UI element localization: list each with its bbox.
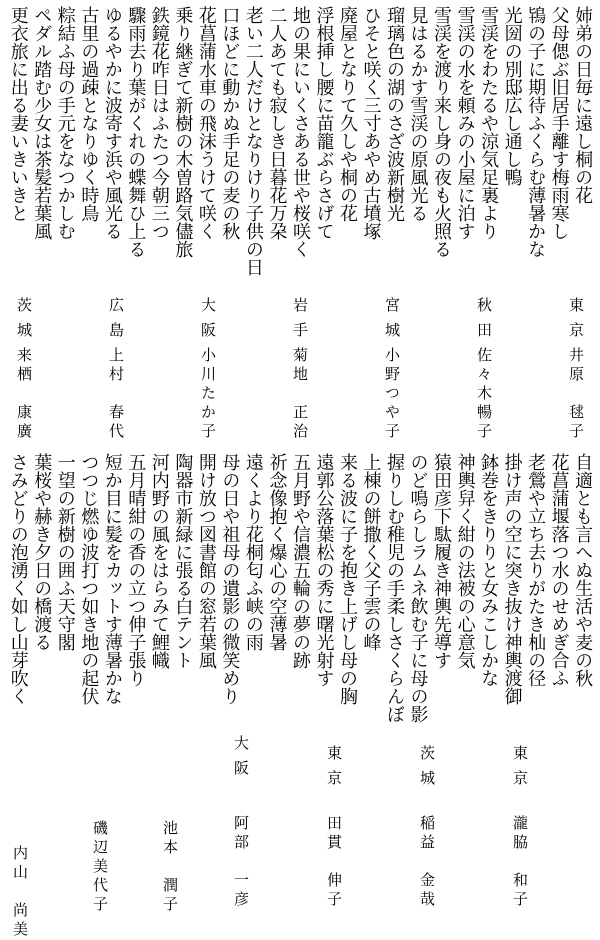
haiku-column: [335, 6, 359, 294]
haiku-text: 短か目に髪をカットす薄暑かな: [101, 453, 123, 705]
haiku-text: 花菖蒲水車の飛沫うけて咲く: [195, 6, 217, 240]
haiku-column: [570, 6, 594, 294]
haiku-column: [382, 6, 406, 294]
haiku-column: [429, 6, 453, 294]
haiku-text: 見はるかす雪渓の原風光る: [407, 6, 429, 222]
haiku-column: [147, 6, 171, 294]
author-prefecture: 東京: [567, 297, 585, 347]
author-prefecture: 大阪: [232, 735, 250, 785]
haiku-column: [124, 6, 148, 294]
haiku-text: 猿田彦下駄履き神輿先導す: [431, 453, 453, 669]
author-name: 田貫 伸子: [325, 815, 343, 910]
haiku-text: 地の果にいくさある世や桜咲く: [289, 6, 311, 258]
bottom-author-area: [0, 735, 600, 940]
haiku-text: 母の日や祖母の遺影の微笑めり: [219, 453, 241, 705]
haiku-text: 五月晴紺の香の立つ伸子張り: [125, 453, 147, 687]
haiku-text: 浮根挿し腰に苗籠ぶらさげて: [313, 6, 335, 240]
haiku-column: [265, 6, 289, 294]
haiku-text: 一望の新樹の囲ふ天守閣: [54, 453, 76, 651]
haiku-text: 鉄鏡花咋日はふたつ今朝三つ: [148, 6, 170, 240]
haiku-text: 自適とも言へぬ生活や麦の秋: [572, 453, 594, 687]
top-author-row: [0, 297, 600, 442]
haiku-text: 老い二人だけとなりけり子供の日: [242, 6, 264, 276]
author-name: 磯辺美代子: [91, 820, 109, 915]
haiku-text: 葉桜や赫き夕日の橋渡る: [31, 453, 53, 651]
author-credit: [320, 745, 348, 910]
haiku-column: [500, 6, 524, 294]
haiku-text: 口ほどに動かぬ手足の麦の秋: [219, 6, 241, 240]
haiku-text: 瑠璃色の湖のさざ波新樹光: [384, 6, 406, 222]
haiku-text: 祈念像抱く爆心の空薄暑: [266, 453, 288, 651]
haiku-text: 来る波に子を抱き上げし母の胸: [336, 453, 358, 705]
author-name: 瀧脇 和子: [511, 815, 529, 910]
author-credit: [156, 820, 184, 915]
haiku-column: [77, 6, 101, 294]
author-credit: [506, 745, 534, 910]
haiku-text: 乗り継ぎて新樹の木曽路気儘旅: [172, 6, 194, 258]
author-name: 小川たか子: [199, 347, 217, 442]
author-credit: [100, 297, 132, 442]
haiku-column: [100, 6, 124, 294]
haiku-text: 握りしむ稚児の手柔しさくらんぼ: [384, 453, 406, 723]
author-prefecture: 宮城: [383, 297, 401, 347]
haiku-text: 雪渓の水を頼みの小屋に泊す: [454, 6, 476, 240]
haiku-text: 雪渓を渡り来し身の夜も火照る: [431, 6, 453, 258]
haiku-text: 古里の過疎となりゆく時鳥: [78, 6, 100, 222]
haiku-text: 掛け声の空に突き抜け神輿渡御: [501, 453, 523, 705]
author-credit: [192, 297, 224, 442]
author-credit: [6, 845, 34, 940]
author-prefecture: 茨城: [15, 297, 33, 347]
haiku-text: 河内野の風をはらみて鯉幟: [148, 453, 170, 669]
haiku-column: [6, 6, 30, 294]
haiku-text: 驟雨去り葉がくれの蝶舞ひ上る: [125, 6, 147, 258]
author-name: 内山 尚美: [11, 845, 29, 940]
author-name: 池本 潤子: [161, 820, 179, 915]
haiku-text: 開け放つ図書館の窓若葉風: [195, 453, 217, 669]
haiku-column: [30, 6, 54, 294]
haiku-text: 鴇の子に期待ふくらむ薄暑かな: [525, 6, 547, 258]
haiku-text: さみどりの泡湧く如し山芽吹く: [7, 453, 29, 705]
haiku-text: 五月野や信濃五輪の夢の跡: [289, 453, 311, 669]
haiku-text: 廃屋となりて久しや桐の花: [336, 6, 358, 222]
haiku-text: のど鳴らしラムネ飲む子に母の影: [407, 453, 429, 723]
haiku-column: [406, 6, 430, 294]
top-haiku-block: [0, 6, 600, 294]
author-credit: [86, 820, 114, 915]
haiku-text: 光圀の別邸広し通し鴨: [501, 6, 523, 186]
haiku-column: [547, 6, 571, 294]
author-name: 菊地 正治: [291, 347, 309, 442]
haiku-text: 遠郭公落葉松の秀に曙光射す: [313, 453, 335, 687]
haiku-text: つつじ燃ゆ波打つ如き地の起伏: [78, 453, 100, 705]
author-name: 稲益 金哉: [418, 815, 436, 910]
haiku-column: [453, 6, 477, 294]
author-name: 小野つや子: [383, 347, 401, 442]
haiku-text: 老鶯や立ち去りがたき杣の径: [525, 453, 547, 687]
author-credit: [413, 745, 441, 910]
author-credit: [376, 297, 408, 442]
haiku-column: [312, 6, 336, 294]
haiku-text: ゆるやかに波寄す浜や風光る: [101, 6, 123, 240]
author-name: 上村 春代: [107, 347, 125, 442]
haiku-column: [171, 6, 195, 294]
haiku-column: [288, 6, 312, 294]
haiku-text: 粽結ふ母の手元をなつかしむ: [54, 6, 76, 240]
author-credit: [468, 297, 500, 442]
author-prefecture: 茨城: [418, 745, 436, 795]
haiku-text: 上棟の餅撒く父子雲の峰: [360, 453, 382, 651]
author-name: 井原 毬子: [567, 347, 585, 442]
haiku-text: 姉弟の日毎に遠し桐の花: [572, 6, 594, 204]
haiku-text: 神輿舁く紺の法被の心意気: [454, 453, 476, 669]
haiku-column: [523, 6, 547, 294]
author-credit: [227, 735, 255, 910]
author-prefecture: 東京: [325, 745, 343, 795]
author-name: 佐々木暢子: [475, 347, 493, 442]
haiku-column: [476, 6, 500, 294]
haiku-text: ひそと咲く三寸あやめ古墳塚: [360, 6, 382, 240]
haiku-text: 更衣旅に出る妻いきいきと: [7, 6, 29, 222]
author-prefecture: 岩手: [291, 297, 309, 347]
author-prefecture: 秋田: [475, 297, 493, 347]
author-prefecture: 東京: [511, 745, 529, 795]
haiku-text: 鉢巻をきりりと女みこしかな: [478, 453, 500, 687]
haiku-column: [53, 6, 77, 294]
haiku-column: [194, 6, 218, 294]
author-name: 来栖 康廣: [15, 347, 33, 442]
author-name: 阿部 一彦: [232, 815, 250, 910]
author-credit: [284, 297, 316, 442]
haiku-text: 父母偲ぶ旧居手離す梅雨寒し: [548, 6, 570, 240]
author-credit: [560, 297, 592, 442]
haiku-text: 陶器市新緑に張る白テント: [172, 453, 194, 669]
haiku-text: 花菖蒲堰落つ水のせめぎ合ふ: [548, 453, 570, 687]
haiku-column: [241, 6, 265, 294]
haiku-text: 雪渓をわたるや涼気足裏より: [478, 6, 500, 240]
author-prefecture: 広島: [107, 297, 125, 347]
haiku-text: ペダル踏む少女は茶髪若葉風: [31, 6, 53, 240]
author-prefecture: 大阪: [199, 297, 217, 347]
haiku-column: [218, 6, 242, 294]
haiku-column: [359, 6, 383, 294]
haiku-text: 二人あても寂しき日暮花万朶: [266, 6, 288, 240]
haiku-text: 遠くより花桐匂ふ峡の雨: [242, 453, 264, 651]
author-credit: [8, 297, 40, 442]
